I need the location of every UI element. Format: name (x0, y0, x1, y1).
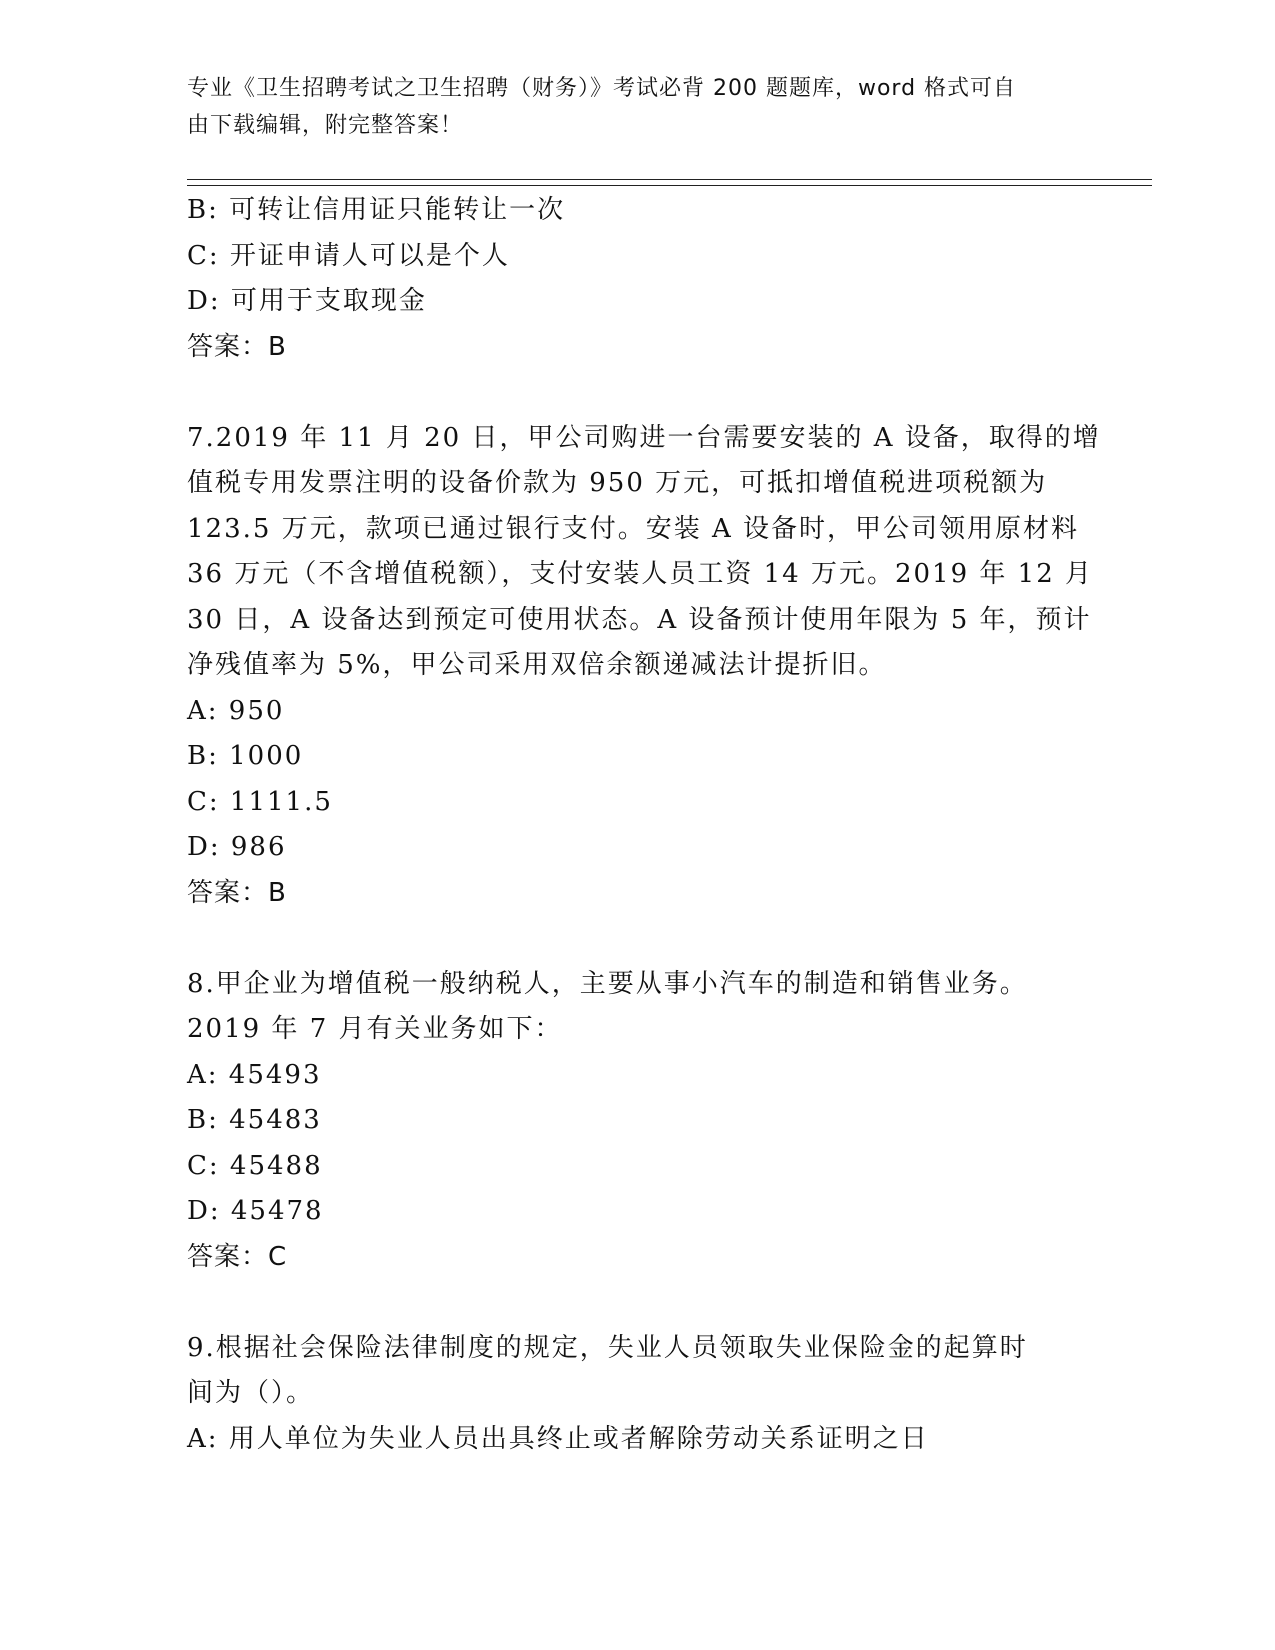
answer: 答案：B (187, 877, 287, 908)
header-title-line-2: 由下载编辑，附完整答案！ (187, 113, 464, 138)
option-c: C: 45488 (187, 1150, 323, 1181)
question-text-line: 30 日，A 设备达到预定可使用状态。A 设备预计使用年限为 5 年，预计 (187, 604, 1092, 635)
spacer (187, 1280, 1087, 1326)
spacer (187, 370, 1087, 416)
question-text-line: 8.甲企业为增值税一般纳税人，主要从事小汽车的制造和销售业务。 (187, 968, 1028, 999)
option-c: C: 1111.5 (187, 786, 333, 817)
question-9 (187, 1326, 1087, 1463)
option-b: B: 可转让信用证只能转让一次 (187, 195, 566, 225)
spacer (187, 916, 1087, 962)
question-7 (187, 416, 1101, 917)
answer: 答案：B (187, 331, 287, 362)
question-text-line: 36 万元（不含增值税额），支付安装人员工资 14 万元。2019 年 12 月 (187, 559, 1094, 589)
option-d: D: 可用于支取现金 (187, 286, 427, 316)
option-b: B: 45483 (187, 1105, 322, 1135)
question-text-line: 2019 年 7 月有关业务如下： (187, 1014, 563, 1044)
option-a: A: 950 (187, 695, 285, 726)
option-b: B: 1000 (187, 741, 304, 771)
question-text-line: 值税专用发票注明的设备价款为 950 万元，可抵扣增值税进项税额为 (187, 468, 1048, 498)
question-text-line: 123.5 万元，款项已通过银行支付。安装 A 设备时，甲公司领用原材料 (187, 513, 1080, 544)
option-a: A: 用人单位为失业人员出具终止或者解除劳动关系证明之日 (187, 1423, 929, 1454)
option-d: D: 45478 (187, 1196, 324, 1226)
header-divider-bottom (187, 185, 1152, 186)
header-divider-top (187, 179, 1152, 180)
question-8 (187, 962, 1087, 1281)
question-text-line: 净残值率为 5%，甲公司采用双倍余额递减法计提折旧。 (187, 650, 887, 680)
document-body (187, 188, 1101, 1462)
question-text-line: 7.2019 年 11 月 20 日，甲公司购进一台需要安装的 A 设备，取得的增 (187, 422, 1101, 453)
question-text-line: 间为（）。 (187, 1378, 315, 1408)
option-a: A: 45493 (187, 1059, 322, 1090)
header-title-line-1: 专业《卫生招聘考试之卫生招聘（财务）》考试必背 200 题题库，word 格式可自 (187, 76, 1017, 101)
document-header (187, 70, 1087, 144)
option-d: D: 986 (187, 832, 287, 862)
option-c: C: 开证申请人可以是个人 (187, 240, 510, 271)
question-text-line: 9.根据社会保险法律制度的规定，失业人员领取失业保险金的起算时 (187, 1332, 1028, 1363)
question-6-tail (187, 188, 1087, 370)
answer: 答案：C (187, 1241, 288, 1272)
